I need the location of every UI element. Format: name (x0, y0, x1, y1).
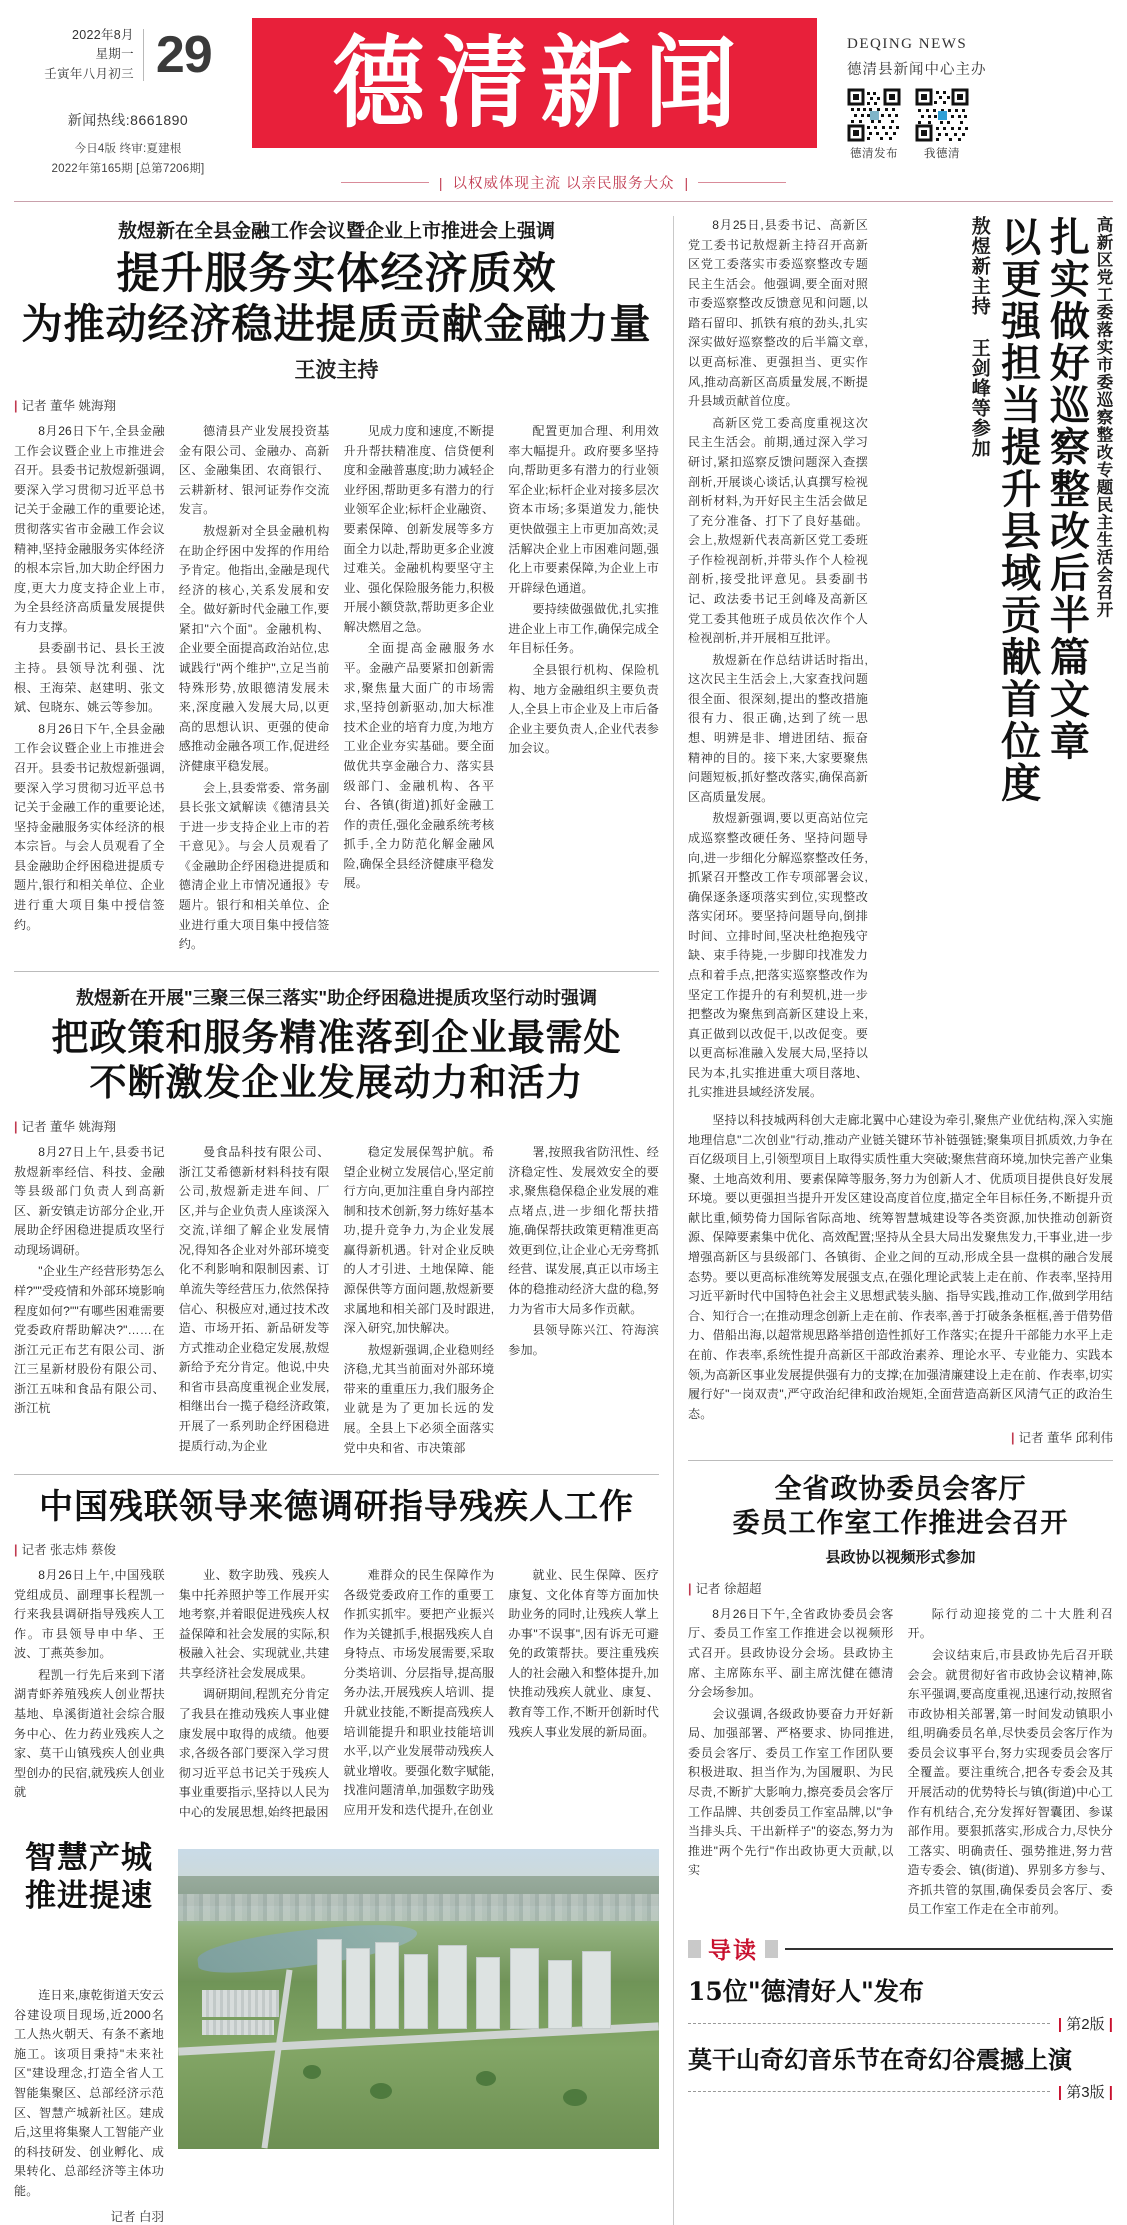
photo-tree-4 (563, 2089, 587, 2106)
photo-building-7 (510, 1948, 539, 2029)
article-right-2-col-2: 际行动迎接党的二十大胜利召开。 会议结束后,市县政协先后召开联会会。就贯彻好省市政协会议精神,陈东平强调,要高度重视,迅速行动,按照省市政协相关部署,第一时间发动镇职小组,明确委员名单,尽快委员会客厅作为委员会议事平台,努力实现委员会客厅全覆盖。要注重统合,把各专委会及其开展活动的优势特长与镇(街道)中心工作有机结合,充分发挥好智囊团、参谋部作用。要狠抓落实,形成合力,尽快分工落实、明确责任、强势推进,努力营造专委会、镇(街道)、界别多方参与、齐抓共管的氛围,确保委员会客厅、委员工作室工作走在全市前列。 (907, 1606, 1113, 1917)
news-hotline: 新闻热线:8661890 (67, 112, 189, 129)
article-3-col-1: 8月26日上午,中国残联党组成员、副理事长程凯一行来我县调研指导残疾人工作。市县领导申中华、王波、丁燕英参加。 程凯一行先后来到下渚湖青虾养殖残疾人创业帮扶基地、阜溪街道社会综合服务中心、佐力药业残疾人之家、莫干山镇残疾人创业典型创办的民宿,就残疾人创业就 (14, 1568, 165, 1800)
article-2-col-2: 曼食品科技有限公司、浙江艾希德新材料科技有限公司,敖煜新走进车间、厂区,并与企业负责人座谈深入交流,详细了解企业发展情况,得知各企业对外部环境变化不利影响和限制因素、订单流失等经营压力,依然保持信心、积极应对,通过技术改造、市场开拓、新品研发等方式推动企业稳定发展,敖煜新给予充分肯定。他说,中央和省市县高度重视企业发展,相继出台一揽子稳经济政策,开展了一系列助企纾困稳进提质行动,为企业 (178, 1144, 330, 1453)
guide-entry-2[interactable] (688, 2046, 1113, 2102)
guide-item-title: 15位"德清好人"发布 (688, 1977, 924, 2007)
guide-dashed-rule (688, 2091, 1050, 2092)
article-3 (14, 1487, 659, 1824)
guide-item-footer (688, 2013, 1113, 2034)
aerial-photo (178, 1849, 659, 2149)
article-2 (14, 984, 659, 1461)
article-right-col-2: 敖煜新在作总结讲话时指出,这次民主生活会上,大家查找问题很全面、很深刻,提出的整改措施很有力、很正确,达到了统一思想、明辨是非、增进团结、振奋精神的目的。接下来,大家要聚焦问题短板,抓好整改落实,确保高新区高质量发展。 敖煜新强调,要以更高站位完成巡察整改硬任务、坚持问题导向,进一步细化分解巡察整改任务,抓紧召开整改工作专项部署会议,确保逐条逐项落实到位,实现整改落实闭环。要坚持问题导向,倒排时间、立排时间,坚决杜绝抱残守缺、束手待毙,一步脚印找准发力点和着手点,把落实巡察整改作为坚定工作提升的有利契机,进一步把整改为聚焦到高新区建设上来,真正做到以改促干,以改促变。要以更高标准融入发展大局,坚持以民为本,扎实推进重大项目落地、扎实推进县域经济发展。 (688, 652, 868, 1100)
article-right-2-columns (688, 1605, 1113, 1922)
article-2-kicker: 敖煜新在开展"三聚三保三落实"助企纾困稳进提质攻坚行动时强调 (75, 987, 598, 1008)
article-3-headline: 中国残联领导来德调研指导残疾人工作 (39, 1487, 634, 1528)
guide-page-ref: | 第2版 | (1057, 2016, 1113, 2034)
article-2-col-4: 署,按照我省防汛性、经济稳定性、发展效安全的要求,聚焦稳保稳企业发展的难点堵点,进一步细化帮扶措施,确保帮扶政策更精准更高效更到位,让企业心无旁骛抓经营、谋发展,真正以市场主体的稳推动经济大盘的稳,努力为省市大局多作贡献。 县领导陈兴江、符海滨参加。 (508, 1144, 659, 1357)
reporter-name: 记者 徐超超 (695, 1581, 762, 1596)
date-weekday: 星期一 (95, 47, 134, 62)
headline-line-1: 提升服务实体经济质效 (116, 249, 557, 299)
masthead-logo (242, 18, 817, 148)
left-column (14, 216, 674, 2225)
guide-square-right-icon (765, 1940, 778, 1958)
photo-wrap (178, 1849, 659, 2225)
vertical-headline-2: 以更强担当提升县域贡献首位度 (994, 216, 1042, 804)
article-1-col-4: 配置更加合理、利用效率大幅提升。政府要多坚持向,帮助更多有潜力的行业领军企业;标杆企业对接多层次资本市场;多渠道发力,能快更快做强主上市更加高效;灵活解决企业上市困难问题,强化上市要素保障,为企业上市开辟绿色通道。 要持续做强做优,扎实推进企业上市工作,确保完成全年目标任务。 全县银行机构、保险机构、地方金融组织主要负责人,全县上市企业及上市后备企业主要负责人,企业代表参加会议。 (508, 424, 659, 756)
photo-feature-text (14, 1839, 164, 2225)
photo-building-2 (346, 1948, 370, 2029)
article-2-col-3: 稳定发展保驾护航。希望企业树立发展信心,坚定前行方向,更加注重自身内部控制和技术创新,努力练好基本功,提升竞争力,为企业发展赢得新机遇。针对企业反映的人才引进、土地保障、能源保供等方面问题,敖煜新要求属地和相关部门及时跟进,深入研究,加快解决。 敖煜新强调,企业稳则经济稳,尤其当前面对外部环境带来的重重压力,我们服务企业就是为了更加长远的发展。全县上下必须全面落实党中央和省、市决策部 (343, 1144, 495, 1455)
article-2-headline (14, 1015, 659, 1105)
header-divider (14, 201, 1113, 202)
qr-row (847, 88, 1113, 161)
article-3-reporter (14, 1540, 659, 1558)
guide-title: 导读 (708, 1937, 758, 1965)
photo-building-1 (317, 1939, 341, 2029)
qr-item-wodeqing[interactable] (915, 88, 969, 161)
article-2-columns (14, 1143, 659, 1460)
photo-roof-2 (202, 2020, 274, 2035)
guide-entry-1[interactable] (688, 1977, 1113, 2034)
photo-roof-1 (202, 1990, 279, 2017)
article-1-subline: 王波主持 (294, 359, 379, 383)
photo-building-3 (375, 1942, 399, 2029)
body-grid (14, 216, 1113, 2225)
qr-code-icon (915, 88, 969, 142)
photo-feature-body: 连日来,康乾街道天安云谷建设项目现场,近2000名工人热火朝天、有条不紊地施工。该项目秉持"未来社区"建设理念,打造全省人工智能集聚区、总部经济示范区、智慧产城新社区。建成后,这里将集聚人工智能产业的科技研发、创业孵化、成果转化、总部经济等主体功能。 (14, 1988, 164, 2198)
article-right-1 (688, 216, 1113, 1446)
photo-feature (14, 1839, 659, 2225)
date-block (14, 26, 242, 84)
masthead-left (14, 18, 242, 176)
qr-item-deqingfabu[interactable] (847, 88, 901, 161)
article-1-headline (14, 249, 659, 348)
article-right-2-col-1: 8月26日下午,全省政协委员会客厅、委员工作室工作推进会以视频形式召开。县政协设分会场。县政协主席、主席陈东平、副主席沈健在德清分会场参加。 会议强调,各级政协要奋力开好新局、加强部署、严格要求、协同推进,委员会客厅、委员工作室工作团队要积极进取、担当作为,为国履职、为民尽责,不断扩大影响力,擦亮委员会客厅工作品牌、共创委员工作室品牌,以"争当排头兵、干出新样子"的姿态,努力为推进"两个先行"作出政协更大贡献,以实 (688, 1606, 894, 1878)
vertical-subline: 敖煜新主持 王剑峰等参加 (968, 216, 990, 458)
article-right-2-reporter (688, 1579, 1113, 1597)
right-headline-line-2: 委员工作室工作推进会召开 (732, 1508, 1069, 1540)
reporter-name: 记者 张志炜 蔡俊 (21, 1543, 116, 1558)
slogan-text: 以权威体现主流 以亲民服务大众 (452, 176, 675, 192)
issue-info-line2: 2022年第165期 [总第7206期] (51, 163, 205, 176)
photo-headline-line-2: 推进提速 (25, 1878, 153, 1915)
article-right-col-1: 8月25日,县委书记、高新区党工委书记敖煜新主持召开高新区党工委落实市委巡察整改专题民主生活会。他强调,要全面对照市委巡察整改反馈意见和问题,以踏石留印、抓铁有痕的劲头,扎实深实做好巡察整改的后半篇文章,以更高标准、更强担当、更实作风,推动高新区高质量发展,不断提升县域贡献首位度。 高新区党工委高度重视这次民主生活会。前期,通过深入学习研讨,紧扣巡察反馈问题深入查摆剖析,开展谈心谈话,认真撰写检视剖析材料,为开好民主生活会做足了充分准备、打下了良好基础。会上,敖煜新代表高新区党工委班子作检视剖析,并带头作个人检视剖析,接受批评意见。县委副书记、政法委书记王剑峰及高新区党工委其他班子成员依次作个人检视剖析,并开展相互批评。 (688, 218, 868, 646)
headline-line-2: 为推动经济稳进提质贡献金融力量 (21, 299, 652, 348)
photo-feature-credit: 记者 白羽 (110, 2210, 164, 2225)
article-2-reporter (14, 1117, 659, 1135)
article-1-col-1: 8月26日下午,全县金融工作会议暨企业上市推进会召开。县委书记敖煜新强调,要深入学习贯彻习近平总书记关于金融工作的重要论述,贯彻落实省市金融工作会议精神,坚持金融服务实体经济的根本宗旨,加大助企纾困力度,更大力度支持企业上市,为全县经济高质量发展提供有力支撑。 县委副书记、县长王波主持。县领导沈利强、沈根、王海荣、赵建明、张文斌、包晓东、姚云等参加。 8月26日下午,全县金融工作会议暨企业上市推进会召开。县委书记敖煜新强调,要深入学习贯彻习近平总书记关于金融工作的重要论述,坚持金融服务实体经济的根本宗旨。与会人员观看了全县金融助企纾困稳进提质专题片,银行和相关单位、企业进行重大项目集中授信签约。 (14, 424, 165, 932)
photo-cityline (178, 1894, 659, 1921)
english-name: DEQING NEWS (847, 36, 968, 52)
reporter-name: 记者 董华 邱利伟 (1018, 1431, 1113, 1446)
slogan-bar-left: | (438, 174, 443, 191)
slogan-rule-left (341, 182, 429, 183)
logo-box (252, 18, 817, 148)
right-column (674, 216, 1113, 2225)
date-text (44, 26, 143, 84)
guide-square-left-icon (688, 1940, 701, 1958)
qr-code-icon (847, 88, 901, 142)
guide-section (688, 1932, 1113, 2102)
article-right-2-subline: 县政协以视频形式参加 (825, 1548, 976, 1566)
article-1 (14, 216, 659, 957)
section-divider-2 (14, 1474, 659, 1475)
guide-header (688, 1932, 1113, 1965)
reporter-bar: | (14, 399, 18, 414)
article-1-col-3: 见成力度和速度,不断提升升帮扶精准度、信贷便利度和金融普惠度;助力减轻企业纾困,帮助更多有潜力的行业领军企业;标杆企业融资、要素保障、创新发展等多方面全力以赴,帮助更多企业渡过难关。金融机构要坚守主业、强化保险服务能力,积极开展小额贷款,帮助更多企业解决燃眉之急。 全面提高金融服务水平。金融产品要紧扣创新需求,聚焦量大面广的市场需求,坚持创新驱动,加大标准技术企业的培育力度,为地方工业企业夯实基础。要全面做优共享金融合力、落实县级部门、金融机构、各平台、各镇(街道)抓好金融工作的责任,强化金融系统考核抓手,全力防范化解金融风险,确保全县经济健康平稳发展。 (343, 424, 495, 891)
sponsor-text: 德清县新闻中心主办 (847, 62, 987, 78)
photo-tree-1 (303, 2065, 321, 2079)
guide-page-number: 第3版 (1066, 2083, 1105, 2101)
reporter-name: 记者 董华 姚海翔 (21, 399, 116, 414)
guide-item-title: 莫干山奇幻音乐节在奇幻谷震撼上演 (688, 2045, 1072, 2075)
photo-building-8 (548, 1960, 572, 2029)
guide-page-number: 第2版 (1066, 2016, 1105, 2034)
section-divider-right-1 (688, 1460, 1113, 1461)
headline-2-line-2: 不断激发企业发展动力和活力 (89, 1059, 584, 1104)
masthead-right (817, 18, 1113, 161)
vertical-kicker: 高新区党工委落实市委巡察整改专题民主生活会召开 (1094, 216, 1112, 619)
article-3-columns (14, 1566, 659, 1825)
article-3-col-3: 难群众的民生保障作为各级党委政府工作的重要工作抓实抓牢。要把产业振兴作为关键抓手,根据残疾人自身特点、市场发展需要,采取分类培训、分层指导,提高服务办法,开展残疾人培训、提升就业技能,不断提高残疾人培训能提升和职业技能培训水平,以产业发展带动残疾人就业增收。要强化数字赋能,找准问题清单,加强数字助残应用开发和迭代提升,在创业 (343, 1568, 495, 1817)
article-1-kicker: 敖煜新在全县金融工作会议暨企业上市推进会上强调 (117, 221, 555, 242)
guide-rule (785, 1948, 1113, 1950)
photo-tree-3 (476, 2071, 496, 2086)
reporter-name: 记者 董华 姚海翔 (21, 1119, 116, 1134)
issue-info-line1: 今日4版 终审:夏建根 (74, 143, 182, 156)
slogan-rule-right (698, 182, 786, 183)
photo-building-5 (438, 1945, 467, 2029)
article-right-2-headline (688, 1473, 1113, 1541)
vertical-headline-block (966, 216, 1113, 816)
article-1-col-2: 德清县产业发展投资基金有限公司、金融办、高新区、金融集团、农商银行、云耕新材、银河证券作交流发言。 敖煜新对全县金融机构在助企纾困中发挥的作用给予肯定。他指出,金融是现代经济的核心,关系发展和安全。做好新时代金融工作,要紧扣"六个面"。金融机构、企业要全面提高政治站位,忠诚践行"两个维护",立足当前特殊形势,放眼德清发展未来,深度融入发展大局,以更高的思想认识、更强的使命感推动金融各项工作,促进经济健康平稳发展。 会上,县委常委、常务副县长张文斌解读《德清县关于进一步支持企业上市的若干意见》。与会人员观看了《金融助企纾困稳进提质和德清企业上市情况通报》专题片。银行和相关单位、企业进行重大项目集中授信签约。 (178, 424, 330, 952)
date-lunar: 壬寅年八月初三 (44, 66, 134, 81)
article-1-columns (14, 422, 659, 957)
reporter-bar: | (14, 1119, 18, 1134)
reporter-bar: | (1011, 1431, 1015, 1446)
headline-2-line-1: 把政策和服务精准落到企业最需处 (51, 1014, 622, 1059)
newspaper-title: 德清新闻 (332, 24, 749, 142)
masthead (14, 0, 1113, 176)
article-1-reporter (14, 396, 659, 414)
qr-caption: 我德清 (924, 148, 960, 160)
section-divider-1 (14, 971, 659, 972)
guide-item-footer (688, 2081, 1113, 2102)
guide-page-ref: | 第3版 | (1057, 2083, 1113, 2101)
vertical-headline-1: 扎实做好巡察整改后半篇文章 (1043, 216, 1091, 762)
photo-feature-headline (14, 1839, 164, 1917)
reporter-bar: | (688, 1581, 692, 1596)
photo-headline-line-1: 智慧产城 (25, 1839, 153, 1876)
photo-building-4 (404, 1954, 428, 2029)
slogan-bar-right: | (684, 174, 689, 191)
article-3-col-4: 就业、民生保障、医疗康复、文化体育等方面加快助业务的同时,让残疾人掌上办事"不误事",因有诉无可避免的政策帮扶。要注重残疾人的社会融入和整体提升,加快推动残疾人就业、康复、教育等工作,不断开创新时代残疾人事业发展的新局面。 (508, 1568, 659, 1739)
article-right-col-3: 坚持以科技城两科创大走廊北翼中心建设为牵引,聚焦产业优结构,深入实施地理信息"二次创业"行动,推动产业链关键环节补链强链;聚集项目抓质效,力争在百亿级项目上,引领型项目上取得实质性重大突破;聚焦营商环境,加快完善产业集聚、土地高效利用、要素保障等服务,努力为创新人才、优质项目提供良好发展环境。要以更强担当提升开发区建设高度首位度,描定全年目标任务,不断提升贡献比重,倾势倚力国际省际高地、统筹智慧城建设等各类资源,加快推动创新资源、保障要素集中优化、高效配置;坚持从全县大局出发聚焦发力,干事业,进一步增强高新区与县级部门、各镇街、企业之间的互动,形成全县一盘棋的融合发展态势。要以更高标准统筹发展强支点,在强化理论武装上走在前、作表率,坚持用习近平新时代中国特色社会主义思想武装头脑、指导实践,推动工作,做到学用结合、知行合一;在推动理念创新上走在前、作表率,善于打破条条框框,善于借势借力、借船出海,以超常规思路举措创造性抓好工作落实;在提升干部能力水平上走在前、作表率,系统性提升高新区干部政治素养、理论水平、专业能力、实践本领,为高新区事业发展提供强有力的支撑;在加强清廉建设上走在前、作表率,切实履行好"一岗双责",严守政治纪律和政治规矩,全面营造高新区风清气正的政治生态。 (688, 1113, 1113, 1421)
photo-building-6 (476, 1957, 500, 2029)
date-year-month: 2022年8月 (72, 28, 134, 42)
guide-dashed-rule (688, 2023, 1050, 2024)
day-number: 29 (143, 29, 212, 81)
photo-tree-2 (370, 2083, 392, 2099)
article-2-col-1: 8月27日上午,县委书记敖煜新率经信、科技、金融等县级部门负责人到高新区、新安镇走访部分企业,开展助企纾困稳进提质攻坚行动现场调研。 "企业生产经营形势怎么样?""受疫情和外部环境影响程度如何?""有哪些困难需要党委政府帮助解决?"……在浙江元正布艺有限公司、浙江三星新材股份有限公司、浙江五味和食品有限公司、浙江杭 (14, 1144, 165, 1416)
article-right-2 (688, 1473, 1113, 1922)
article-right-1-reporter (688, 1428, 1113, 1446)
article-3-col-2: 业、数字助残、残疾人集中托养照护等工作展开实地考察,并着眼促进残疾人权益保障和社会发展的实际,积极融入社会、实现就业,共建共享经济社会发展成果。 调研期间,程凯充分肯定了我县在推动残疾人事业健康发展中取得的成绩。他要求,各级各部门要深入学习贯彻习近平总书记关于残疾人事业重要指示,坚持以人民为中心的发展思想,始终把最困 (178, 1568, 330, 1819)
reporter-bar: | (14, 1543, 18, 1558)
photo-building-9 (582, 1951, 611, 2029)
right-headline-line-1: 全省政协委员会客厅 (774, 1474, 1027, 1506)
qr-caption: 德清发布 (850, 148, 898, 160)
